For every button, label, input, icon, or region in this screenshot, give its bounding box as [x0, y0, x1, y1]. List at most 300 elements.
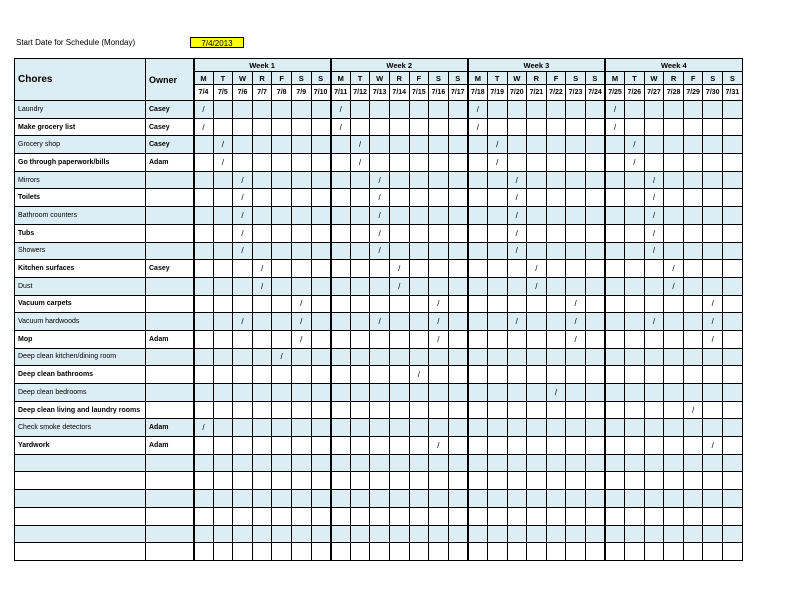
schedule-cell[interactable]: /: [429, 437, 449, 455]
schedule-cell[interactable]: [252, 224, 272, 242]
schedule-cell[interactable]: [331, 348, 351, 366]
schedule-cell[interactable]: [389, 472, 409, 490]
schedule-cell[interactable]: [429, 118, 449, 136]
schedule-cell[interactable]: [272, 242, 292, 260]
schedule-cell[interactable]: [527, 437, 547, 455]
schedule-cell[interactable]: [252, 330, 272, 348]
schedule-cell[interactable]: [272, 295, 292, 313]
schedule-cell[interactable]: [194, 437, 214, 455]
schedule-cell[interactable]: [507, 118, 527, 136]
schedule-cell[interactable]: [311, 348, 331, 366]
schedule-cell[interactable]: [370, 260, 390, 278]
schedule-cell[interactable]: [703, 454, 723, 472]
schedule-cell[interactable]: /: [644, 189, 664, 207]
schedule-cell[interactable]: [487, 507, 507, 525]
schedule-cell[interactable]: [723, 277, 743, 295]
schedule-cell[interactable]: [370, 348, 390, 366]
schedule-cell[interactable]: [429, 472, 449, 490]
schedule-cell[interactable]: [350, 401, 370, 419]
schedule-cell[interactable]: [723, 490, 743, 508]
schedule-cell[interactable]: [487, 277, 507, 295]
schedule-cell[interactable]: [272, 490, 292, 508]
schedule-cell[interactable]: /: [468, 118, 488, 136]
schedule-cell[interactable]: [389, 154, 409, 172]
schedule-cell[interactable]: /: [625, 136, 645, 154]
schedule-cell[interactable]: [723, 189, 743, 207]
schedule-cell[interactable]: /: [507, 171, 527, 189]
schedule-cell[interactable]: [389, 437, 409, 455]
schedule-cell[interactable]: [644, 260, 664, 278]
schedule-cell[interactable]: [723, 348, 743, 366]
schedule-cell[interactable]: [605, 330, 625, 348]
schedule-cell[interactable]: [527, 490, 547, 508]
schedule-cell[interactable]: [468, 490, 488, 508]
schedule-cell[interactable]: [527, 313, 547, 331]
schedule-cell[interactable]: [409, 171, 429, 189]
schedule-cell[interactable]: [429, 366, 449, 384]
schedule-cell[interactable]: [664, 118, 684, 136]
schedule-cell[interactable]: [487, 101, 507, 119]
schedule-cell[interactable]: /: [429, 295, 449, 313]
schedule-cell[interactable]: [331, 384, 351, 402]
schedule-cell[interactable]: /: [507, 207, 527, 225]
schedule-cell[interactable]: [527, 472, 547, 490]
schedule-cell[interactable]: [723, 507, 743, 525]
schedule-cell[interactable]: [252, 242, 272, 260]
schedule-cell[interactable]: [350, 543, 370, 561]
schedule-cell[interactable]: [507, 366, 527, 384]
schedule-cell[interactable]: [585, 419, 605, 437]
schedule-cell[interactable]: [605, 154, 625, 172]
schedule-cell[interactable]: /: [507, 189, 527, 207]
schedule-cell[interactable]: [389, 295, 409, 313]
schedule-cell[interactable]: [291, 348, 311, 366]
schedule-cell[interactable]: [527, 419, 547, 437]
schedule-cell[interactable]: [429, 507, 449, 525]
schedule-cell[interactable]: [683, 171, 703, 189]
schedule-cell[interactable]: [311, 401, 331, 419]
schedule-cell[interactable]: [213, 313, 233, 331]
schedule-cell[interactable]: [429, 224, 449, 242]
schedule-cell[interactable]: [370, 330, 390, 348]
schedule-cell[interactable]: [272, 401, 292, 419]
schedule-cell[interactable]: [605, 171, 625, 189]
schedule-cell[interactable]: [194, 525, 214, 543]
schedule-cell[interactable]: [664, 154, 684, 172]
schedule-cell[interactable]: [664, 384, 684, 402]
schedule-cell[interactable]: [448, 472, 468, 490]
schedule-cell[interactable]: [468, 454, 488, 472]
schedule-cell[interactable]: [448, 384, 468, 402]
chore-owner[interactable]: Adam: [146, 419, 194, 437]
chore-name[interactable]: Deep clean kitchen/dining room: [15, 348, 146, 366]
schedule-cell[interactable]: [703, 366, 723, 384]
schedule-cell[interactable]: [311, 207, 331, 225]
schedule-cell[interactable]: [585, 154, 605, 172]
schedule-cell[interactable]: [605, 207, 625, 225]
schedule-cell[interactable]: [213, 543, 233, 561]
schedule-cell[interactable]: /: [331, 101, 351, 119]
schedule-cell[interactable]: [723, 384, 743, 402]
schedule-cell[interactable]: [194, 242, 214, 260]
schedule-cell[interactable]: [585, 384, 605, 402]
schedule-cell[interactable]: [605, 189, 625, 207]
schedule-cell[interactable]: [664, 437, 684, 455]
schedule-cell[interactable]: [350, 171, 370, 189]
schedule-cell[interactable]: [213, 242, 233, 260]
schedule-cell[interactable]: [703, 543, 723, 561]
schedule-cell[interactable]: [723, 313, 743, 331]
schedule-cell[interactable]: [487, 171, 507, 189]
schedule-cell[interactable]: /: [370, 313, 390, 331]
schedule-cell[interactable]: [331, 401, 351, 419]
schedule-cell[interactable]: [252, 454, 272, 472]
schedule-cell[interactable]: [625, 437, 645, 455]
schedule-cell[interactable]: [272, 472, 292, 490]
schedule-cell[interactable]: [723, 543, 743, 561]
schedule-cell[interactable]: [644, 118, 664, 136]
schedule-cell[interactable]: [311, 154, 331, 172]
schedule-cell[interactable]: [585, 401, 605, 419]
schedule-cell[interactable]: [723, 242, 743, 260]
schedule-cell[interactable]: [625, 295, 645, 313]
schedule-cell[interactable]: [703, 507, 723, 525]
schedule-cell[interactable]: [291, 224, 311, 242]
schedule-cell[interactable]: [546, 454, 566, 472]
schedule-cell[interactable]: [331, 313, 351, 331]
schedule-cell[interactable]: /: [233, 242, 253, 260]
schedule-cell[interactable]: [429, 384, 449, 402]
schedule-cell[interactable]: [585, 472, 605, 490]
schedule-cell[interactable]: /: [644, 313, 664, 331]
schedule-cell[interactable]: [644, 330, 664, 348]
schedule-cell[interactable]: [468, 207, 488, 225]
schedule-cell[interactable]: [507, 384, 527, 402]
schedule-cell[interactable]: [468, 384, 488, 402]
schedule-cell[interactable]: [409, 419, 429, 437]
schedule-cell[interactable]: [291, 384, 311, 402]
schedule-cell[interactable]: [448, 189, 468, 207]
schedule-cell[interactable]: [389, 454, 409, 472]
schedule-cell[interactable]: [605, 366, 625, 384]
schedule-cell[interactable]: [429, 207, 449, 225]
schedule-cell[interactable]: [448, 366, 468, 384]
schedule-cell[interactable]: /: [331, 118, 351, 136]
schedule-cell[interactable]: [487, 242, 507, 260]
schedule-cell[interactable]: [213, 454, 233, 472]
schedule-cell[interactable]: [546, 242, 566, 260]
schedule-cell[interactable]: [703, 207, 723, 225]
schedule-cell[interactable]: [213, 401, 233, 419]
schedule-cell[interactable]: [429, 454, 449, 472]
schedule-cell[interactable]: [429, 242, 449, 260]
schedule-cell[interactable]: [625, 242, 645, 260]
schedule-cell[interactable]: /: [703, 330, 723, 348]
schedule-cell[interactable]: /: [664, 260, 684, 278]
schedule-cell[interactable]: [664, 419, 684, 437]
schedule-cell[interactable]: [585, 330, 605, 348]
schedule-cell[interactable]: [585, 242, 605, 260]
schedule-cell[interactable]: [605, 313, 625, 331]
schedule-cell[interactable]: [664, 330, 684, 348]
schedule-cell[interactable]: [683, 313, 703, 331]
schedule-cell[interactable]: [233, 136, 253, 154]
schedule-cell[interactable]: [723, 419, 743, 437]
schedule-cell[interactable]: [585, 348, 605, 366]
chore-owner[interactable]: [146, 277, 194, 295]
schedule-cell[interactable]: [409, 277, 429, 295]
schedule-cell[interactable]: [252, 437, 272, 455]
schedule-cell[interactable]: [664, 454, 684, 472]
schedule-cell[interactable]: [468, 224, 488, 242]
schedule-cell[interactable]: [370, 136, 390, 154]
schedule-cell[interactable]: /: [350, 136, 370, 154]
schedule-cell[interactable]: [644, 490, 664, 508]
schedule-cell[interactable]: [566, 507, 586, 525]
schedule-cell[interactable]: [272, 154, 292, 172]
schedule-cell[interactable]: [350, 295, 370, 313]
schedule-cell[interactable]: [566, 171, 586, 189]
schedule-cell[interactable]: [664, 101, 684, 119]
schedule-cell[interactable]: [585, 224, 605, 242]
schedule-cell[interactable]: [252, 171, 272, 189]
schedule-cell[interactable]: [213, 101, 233, 119]
schedule-cell[interactable]: [487, 454, 507, 472]
schedule-cell[interactable]: [350, 384, 370, 402]
schedule-cell[interactable]: [409, 101, 429, 119]
chore-name[interactable]: Bathroom counters: [15, 207, 146, 225]
schedule-cell[interactable]: [213, 348, 233, 366]
schedule-cell[interactable]: [194, 189, 214, 207]
schedule-cell[interactable]: [291, 401, 311, 419]
schedule-cell[interactable]: [311, 366, 331, 384]
schedule-cell[interactable]: [350, 313, 370, 331]
schedule-cell[interactable]: [389, 242, 409, 260]
schedule-cell[interactable]: [644, 454, 664, 472]
schedule-cell[interactable]: [566, 348, 586, 366]
schedule-cell[interactable]: [683, 224, 703, 242]
schedule-cell[interactable]: [429, 154, 449, 172]
schedule-cell[interactable]: [683, 490, 703, 508]
schedule-cell[interactable]: [448, 330, 468, 348]
schedule-cell[interactable]: [546, 260, 566, 278]
schedule-cell[interactable]: [448, 543, 468, 561]
schedule-cell[interactable]: [350, 348, 370, 366]
schedule-cell[interactable]: [664, 525, 684, 543]
schedule-cell[interactable]: [664, 242, 684, 260]
schedule-cell[interactable]: /: [546, 384, 566, 402]
schedule-cell[interactable]: [350, 490, 370, 508]
schedule-cell[interactable]: [252, 384, 272, 402]
schedule-cell[interactable]: [409, 207, 429, 225]
schedule-cell[interactable]: [350, 118, 370, 136]
schedule-cell[interactable]: [566, 189, 586, 207]
schedule-cell[interactable]: [233, 277, 253, 295]
schedule-cell[interactable]: [664, 401, 684, 419]
schedule-cell[interactable]: /: [389, 260, 409, 278]
schedule-cell[interactable]: [723, 260, 743, 278]
schedule-cell[interactable]: /: [644, 207, 664, 225]
schedule-cell[interactable]: [683, 260, 703, 278]
schedule-cell[interactable]: [683, 118, 703, 136]
schedule-cell[interactable]: [527, 118, 547, 136]
schedule-cell[interactable]: [644, 101, 664, 119]
schedule-cell[interactable]: [625, 543, 645, 561]
schedule-cell[interactable]: [252, 366, 272, 384]
schedule-cell[interactable]: [703, 277, 723, 295]
schedule-cell[interactable]: [331, 207, 351, 225]
schedule-cell[interactable]: [272, 454, 292, 472]
chore-name[interactable]: Mirrors: [15, 171, 146, 189]
schedule-cell[interactable]: [703, 401, 723, 419]
schedule-cell[interactable]: [311, 242, 331, 260]
chore-owner[interactable]: [146, 295, 194, 313]
schedule-cell[interactable]: [429, 490, 449, 508]
schedule-cell[interactable]: [252, 348, 272, 366]
schedule-cell[interactable]: [487, 490, 507, 508]
schedule-cell[interactable]: [585, 437, 605, 455]
schedule-cell[interactable]: [683, 189, 703, 207]
schedule-cell[interactable]: [625, 348, 645, 366]
schedule-cell[interactable]: [311, 507, 331, 525]
schedule-cell[interactable]: [370, 154, 390, 172]
schedule-cell[interactable]: [389, 118, 409, 136]
schedule-cell[interactable]: [683, 136, 703, 154]
schedule-cell[interactable]: [703, 419, 723, 437]
schedule-cell[interactable]: [409, 295, 429, 313]
schedule-cell[interactable]: [507, 101, 527, 119]
schedule-cell[interactable]: [703, 490, 723, 508]
schedule-cell[interactable]: [683, 242, 703, 260]
schedule-cell[interactable]: [370, 277, 390, 295]
schedule-cell[interactable]: [625, 507, 645, 525]
schedule-cell[interactable]: [546, 419, 566, 437]
schedule-cell[interactable]: [311, 189, 331, 207]
schedule-cell[interactable]: [585, 171, 605, 189]
schedule-cell[interactable]: [409, 136, 429, 154]
schedule-cell[interactable]: [507, 295, 527, 313]
schedule-cell[interactable]: [311, 525, 331, 543]
schedule-cell[interactable]: [194, 384, 214, 402]
schedule-cell[interactable]: [546, 295, 566, 313]
schedule-cell[interactable]: [585, 454, 605, 472]
schedule-cell[interactable]: /: [703, 295, 723, 313]
schedule-cell[interactable]: [252, 419, 272, 437]
schedule-cell[interactable]: [546, 154, 566, 172]
schedule-cell[interactable]: [507, 348, 527, 366]
schedule-cell[interactable]: /: [213, 136, 233, 154]
schedule-cell[interactable]: [311, 490, 331, 508]
schedule-cell[interactable]: [703, 348, 723, 366]
schedule-cell[interactable]: [409, 437, 429, 455]
schedule-cell[interactable]: [664, 490, 684, 508]
schedule-cell[interactable]: [625, 189, 645, 207]
schedule-cell[interactable]: [350, 189, 370, 207]
schedule-cell[interactable]: [585, 277, 605, 295]
schedule-cell[interactable]: [291, 154, 311, 172]
schedule-cell[interactable]: [233, 366, 253, 384]
schedule-cell[interactable]: [723, 207, 743, 225]
schedule-cell[interactable]: /: [703, 313, 723, 331]
schedule-cell[interactable]: [194, 277, 214, 295]
schedule-cell[interactable]: [468, 366, 488, 384]
schedule-cell[interactable]: [409, 507, 429, 525]
schedule-cell[interactable]: [546, 401, 566, 419]
schedule-cell[interactable]: [605, 543, 625, 561]
schedule-cell[interactable]: [311, 277, 331, 295]
schedule-cell[interactable]: [272, 507, 292, 525]
chore-name[interactable]: Kitchen surfaces: [15, 260, 146, 278]
schedule-cell[interactable]: [546, 277, 566, 295]
schedule-cell[interactable]: [194, 348, 214, 366]
chore-owner[interactable]: [146, 348, 194, 366]
schedule-cell[interactable]: [683, 366, 703, 384]
chore-owner[interactable]: [146, 490, 194, 508]
schedule-cell[interactable]: /: [644, 224, 664, 242]
schedule-cell[interactable]: [468, 330, 488, 348]
schedule-cell[interactable]: [683, 348, 703, 366]
schedule-cell[interactable]: [233, 154, 253, 172]
schedule-cell[interactable]: [546, 472, 566, 490]
chore-name[interactable]: Make grocery list: [15, 118, 146, 136]
schedule-cell[interactable]: [429, 277, 449, 295]
chore-owner[interactable]: Casey: [146, 260, 194, 278]
chore-name[interactable]: Mop: [15, 330, 146, 348]
schedule-cell[interactable]: /: [683, 401, 703, 419]
schedule-cell[interactable]: [546, 189, 566, 207]
schedule-cell[interactable]: [527, 154, 547, 172]
schedule-cell[interactable]: [409, 154, 429, 172]
schedule-cell[interactable]: [644, 277, 664, 295]
schedule-cell[interactable]: /: [566, 313, 586, 331]
chore-owner[interactable]: [146, 189, 194, 207]
schedule-cell[interactable]: [527, 507, 547, 525]
schedule-cell[interactable]: [585, 189, 605, 207]
schedule-cell[interactable]: [468, 525, 488, 543]
schedule-cell[interactable]: /: [233, 207, 253, 225]
schedule-cell[interactable]: [448, 313, 468, 331]
schedule-cell[interactable]: [468, 171, 488, 189]
schedule-cell[interactable]: [566, 366, 586, 384]
schedule-cell[interactable]: [291, 543, 311, 561]
schedule-cell[interactable]: [448, 295, 468, 313]
schedule-cell[interactable]: [331, 242, 351, 260]
schedule-cell[interactable]: [331, 419, 351, 437]
schedule-cell[interactable]: [507, 437, 527, 455]
schedule-cell[interactable]: [291, 171, 311, 189]
schedule-cell[interactable]: [625, 277, 645, 295]
schedule-cell[interactable]: [507, 490, 527, 508]
schedule-cell[interactable]: [625, 118, 645, 136]
schedule-cell[interactable]: [546, 348, 566, 366]
chore-name[interactable]: Deep clean living and laundry rooms: [15, 401, 146, 419]
schedule-cell[interactable]: [664, 224, 684, 242]
schedule-cell[interactable]: /: [527, 277, 547, 295]
schedule-cell[interactable]: [194, 472, 214, 490]
schedule-cell[interactable]: [370, 543, 390, 561]
schedule-cell[interactable]: /: [605, 101, 625, 119]
schedule-cell[interactable]: [546, 224, 566, 242]
schedule-cell[interactable]: /: [625, 154, 645, 172]
schedule-cell[interactable]: /: [409, 366, 429, 384]
schedule-cell[interactable]: [585, 118, 605, 136]
schedule-cell[interactable]: [331, 366, 351, 384]
schedule-cell[interactable]: [487, 118, 507, 136]
schedule-cell[interactable]: [703, 101, 723, 119]
schedule-cell[interactable]: [311, 313, 331, 331]
schedule-cell[interactable]: [644, 295, 664, 313]
schedule-cell[interactable]: [723, 525, 743, 543]
